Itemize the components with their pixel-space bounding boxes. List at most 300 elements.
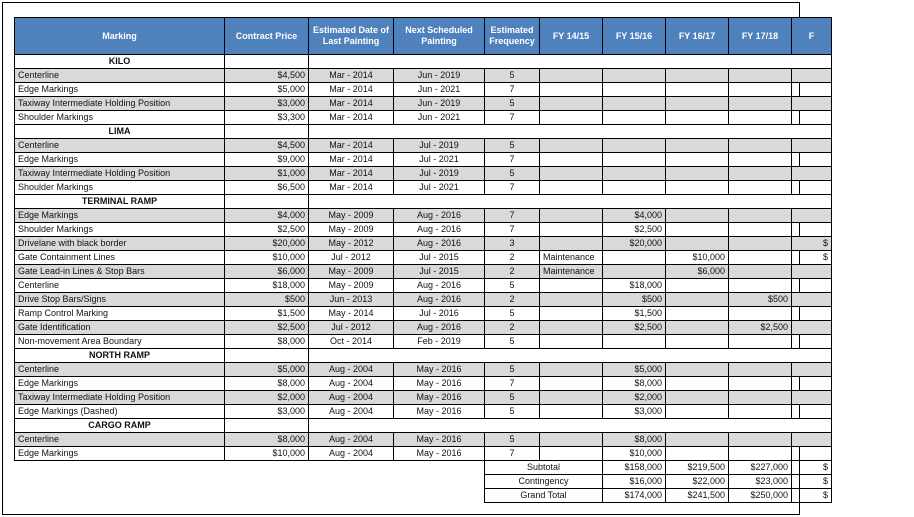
fy-cell — [729, 391, 792, 405]
price-cell: $4,500 — [225, 139, 309, 153]
marking-cell: Shoulder Markings — [15, 181, 225, 195]
last-painting-cell: Mar - 2014 — [309, 153, 394, 167]
summary-value: $227,000 — [729, 461, 792, 475]
marking-cell: Gate Lead-in Lines & Stop Bars — [15, 265, 225, 279]
table-row — [15, 139, 832, 153]
summary-label: Grand Total — [485, 489, 603, 503]
fy-cell — [540, 83, 603, 97]
fy-cell — [792, 139, 832, 153]
table-row — [15, 69, 832, 83]
frequency-cell: 5 — [485, 433, 540, 447]
fy-cell: $18,000 — [603, 279, 666, 293]
fy-cell — [666, 293, 729, 307]
frequency-cell: 7 — [485, 111, 540, 125]
fy-cell — [666, 335, 729, 349]
price-cell: $1,000 — [225, 167, 309, 181]
fy-cell — [603, 251, 666, 265]
fy-cell — [729, 111, 792, 125]
summary-row — [15, 489, 832, 503]
fy-cell — [540, 97, 603, 111]
fy-cell — [603, 97, 666, 111]
fy-cell — [792, 153, 832, 167]
table-row — [15, 153, 832, 167]
fy-cell — [666, 447, 729, 461]
fy-cell — [666, 321, 729, 335]
last-painting-cell: Mar - 2014 — [309, 167, 394, 181]
price-cell: $3,000 — [225, 97, 309, 111]
document-frame — [2, 2, 828, 515]
fy-cell — [666, 209, 729, 223]
table-row — [15, 265, 832, 279]
last-painting-cell: May - 2009 — [309, 265, 394, 279]
next-painting-cell: Jul - 2016 — [394, 307, 485, 321]
price-cell: $20,000 — [225, 237, 309, 251]
last-painting-cell: Oct - 2014 — [309, 335, 394, 349]
frequency-cell: 7 — [485, 181, 540, 195]
summary-value: $ — [792, 461, 832, 475]
fy-cell — [792, 279, 832, 293]
fy-cell — [729, 139, 792, 153]
frequency-cell: 5 — [485, 167, 540, 181]
last-painting-cell: Mar - 2014 — [309, 181, 394, 195]
fy-cell — [792, 167, 832, 181]
next-painting-cell: Aug - 2016 — [394, 237, 485, 251]
summary-value: $ — [792, 489, 832, 503]
fy-cell — [792, 307, 832, 321]
summary-value: $158,000 — [603, 461, 666, 475]
table-row — [15, 447, 832, 461]
fy-cell — [729, 251, 792, 265]
next-painting-cell: May - 2016 — [394, 447, 485, 461]
fy-cell — [540, 153, 603, 167]
fy-cell — [540, 223, 603, 237]
summary-value: $241,500 — [666, 489, 729, 503]
marking-cell: Centerline — [15, 69, 225, 83]
next-painting-cell: Jul - 2021 — [394, 153, 485, 167]
fy-cell — [729, 153, 792, 167]
fy-cell: $8,000 — [603, 377, 666, 391]
frequency-cell: 5 — [485, 279, 540, 293]
table-row — [15, 167, 832, 181]
marking-cell: Drivelane with black border — [15, 237, 225, 251]
section-title: CARGO RAMP — [15, 419, 225, 433]
fy-cell — [729, 279, 792, 293]
table-row — [15, 405, 832, 419]
fy-cell — [792, 335, 832, 349]
header-next-painting: Next Scheduled Painting — [394, 18, 485, 55]
fy-cell — [792, 97, 832, 111]
fy-cell: $1,500 — [603, 307, 666, 321]
fy-cell — [729, 335, 792, 349]
fy-cell — [729, 181, 792, 195]
price-cell: $2,500 — [225, 321, 309, 335]
fy-cell — [540, 237, 603, 251]
marking-cell: Gate Containment Lines — [15, 251, 225, 265]
last-painting-cell: Mar - 2014 — [309, 97, 394, 111]
marking-cell: Edge Markings (Dashed) — [15, 405, 225, 419]
last-painting-cell: May - 2014 — [309, 307, 394, 321]
last-painting-cell: Mar - 2014 — [309, 111, 394, 125]
price-cell: $6,000 — [225, 265, 309, 279]
header-contract-price: Contract Price — [225, 18, 309, 55]
price-cell: $1,500 — [225, 307, 309, 321]
fy-cell — [792, 363, 832, 377]
next-painting-cell: Jul - 2019 — [394, 167, 485, 181]
fy-cell — [792, 265, 832, 279]
last-painting-cell: May - 2012 — [309, 237, 394, 251]
fy-cell — [540, 321, 603, 335]
next-painting-cell: Jul - 2019 — [394, 139, 485, 153]
section-cell — [225, 419, 309, 433]
fy-cell: Maintenance — [540, 251, 603, 265]
section-title: KILO — [15, 55, 225, 69]
frequency-cell: 5 — [485, 97, 540, 111]
header-marking: Marking — [15, 18, 225, 55]
fy-cell — [666, 181, 729, 195]
fy-cell — [603, 69, 666, 83]
price-cell: $8,000 — [225, 335, 309, 349]
fy-cell — [603, 335, 666, 349]
last-painting-cell: May - 2009 — [309, 223, 394, 237]
last-painting-cell: Aug - 2004 — [309, 363, 394, 377]
next-painting-cell: May - 2016 — [394, 377, 485, 391]
summary-spacer — [15, 475, 485, 489]
fy-cell: Maintenance — [540, 265, 603, 279]
fy-cell: $5,000 — [603, 363, 666, 377]
last-painting-cell: May - 2009 — [309, 209, 394, 223]
frequency-cell: 7 — [485, 223, 540, 237]
last-painting-cell: Jul - 2012 — [309, 321, 394, 335]
section-cell — [225, 125, 309, 139]
next-painting-cell: Jul - 2015 — [394, 251, 485, 265]
fy-cell — [540, 69, 603, 83]
frequency-cell: 7 — [485, 447, 540, 461]
header-fy-15-16: FY 15/16 — [603, 18, 666, 55]
fy-cell — [603, 83, 666, 97]
section-title: NORTH RAMP — [15, 349, 225, 363]
fy-cell: $4,000 — [603, 209, 666, 223]
fy-cell: $2,500 — [603, 223, 666, 237]
section-cell — [225, 349, 309, 363]
marking-cell: Edge Markings — [15, 447, 225, 461]
header-fy-14-15: FY 14/15 — [540, 18, 603, 55]
fy-cell — [666, 83, 729, 97]
table-row — [15, 181, 832, 195]
next-painting-cell: May - 2016 — [394, 391, 485, 405]
fy-cell: $500 — [729, 293, 792, 307]
summary-value: $ — [792, 475, 832, 489]
table-row — [15, 251, 832, 265]
header-frequency: Estimated Frequency — [485, 18, 540, 55]
fy-cell — [603, 265, 666, 279]
fy-cell — [666, 223, 729, 237]
last-painting-cell: Aug - 2004 — [309, 405, 394, 419]
marking-cell: Non-movement Area Boundary — [15, 335, 225, 349]
marking-cell: Edge Markings — [15, 377, 225, 391]
marking-cell: Edge Markings — [15, 153, 225, 167]
fy-cell — [666, 391, 729, 405]
table-row — [15, 433, 832, 447]
next-painting-cell: Jul - 2015 — [394, 265, 485, 279]
summary-value: $219,500 — [666, 461, 729, 475]
fy-cell — [729, 433, 792, 447]
spreadsheet — [14, 17, 914, 503]
marking-cell: Taxiway Intermediate Holding Position — [15, 391, 225, 405]
fy-cell — [666, 279, 729, 293]
fy-cell — [792, 69, 832, 83]
next-painting-cell: Aug - 2016 — [394, 321, 485, 335]
summary-value: $250,000 — [729, 489, 792, 503]
summary-label: Contingency — [485, 475, 603, 489]
marking-cell: Ramp Control Marking — [15, 307, 225, 321]
frequency-cell: 5 — [485, 405, 540, 419]
next-painting-cell: Aug - 2016 — [394, 209, 485, 223]
table-row — [15, 97, 832, 111]
price-cell: $18,000 — [225, 279, 309, 293]
section-row — [15, 195, 832, 209]
fy-cell — [729, 223, 792, 237]
fy-cell — [666, 363, 729, 377]
fy-cell — [792, 223, 832, 237]
fy-cell — [603, 167, 666, 181]
next-painting-cell: May - 2016 — [394, 405, 485, 419]
summary-row — [15, 461, 832, 475]
marking-cell: Shoulder Markings — [15, 111, 225, 125]
section-cell — [225, 55, 309, 69]
fy-cell — [540, 111, 603, 125]
header-fy-next: F — [792, 18, 832, 55]
header-fy-16-17: FY 16/17 — [666, 18, 729, 55]
fy-cell: $10,000 — [603, 447, 666, 461]
fy-cell — [729, 69, 792, 83]
section-row — [15, 55, 832, 69]
last-painting-cell: Mar - 2014 — [309, 69, 394, 83]
fy-cell: $10,000 — [666, 251, 729, 265]
header-row — [15, 18, 832, 55]
fy-cell: $6,000 — [666, 265, 729, 279]
fy-cell — [540, 335, 603, 349]
last-painting-cell: May - 2009 — [309, 279, 394, 293]
fy-cell: $ — [792, 237, 832, 251]
fy-cell — [603, 153, 666, 167]
table-row — [15, 321, 832, 335]
fy-cell — [603, 111, 666, 125]
summary-value: $23,000 — [729, 475, 792, 489]
table-row — [15, 279, 832, 293]
price-cell: $4,500 — [225, 69, 309, 83]
marking-cell: Centerline — [15, 139, 225, 153]
marking-cell: Taxiway Intermediate Holding Position — [15, 97, 225, 111]
fy-cell: $2,500 — [729, 321, 792, 335]
next-painting-cell: Jun - 2021 — [394, 111, 485, 125]
last-painting-cell: Aug - 2004 — [309, 391, 394, 405]
frequency-cell: 2 — [485, 251, 540, 265]
price-cell: $5,000 — [225, 83, 309, 97]
marking-cell: Edge Markings — [15, 209, 225, 223]
fy-cell — [603, 139, 666, 153]
fy-cell: $2,000 — [603, 391, 666, 405]
frequency-cell: 7 — [485, 153, 540, 167]
fy-cell — [666, 433, 729, 447]
frequency-cell: 2 — [485, 293, 540, 307]
fy-cell — [666, 111, 729, 125]
fy-cell: $2,500 — [603, 321, 666, 335]
fy-cell — [729, 237, 792, 251]
price-cell: $9,000 — [225, 153, 309, 167]
table-row — [15, 223, 832, 237]
marking-cell: Centerline — [15, 363, 225, 377]
fy-cell: $3,000 — [603, 405, 666, 419]
price-cell: $3,000 — [225, 405, 309, 419]
price-cell: $2,500 — [225, 223, 309, 237]
last-painting-cell: Mar - 2014 — [309, 139, 394, 153]
next-painting-cell: Feb - 2019 — [394, 335, 485, 349]
fy-cell — [666, 405, 729, 419]
summary-value: $16,000 — [603, 475, 666, 489]
price-cell: $2,000 — [225, 391, 309, 405]
next-painting-cell: Jun - 2019 — [394, 97, 485, 111]
section-row — [15, 419, 832, 433]
fy-cell — [729, 307, 792, 321]
section-row — [15, 125, 832, 139]
fy-cell — [540, 391, 603, 405]
next-painting-cell: Jul - 2021 — [394, 181, 485, 195]
fy-cell — [792, 209, 832, 223]
last-painting-cell: Aug - 2004 — [309, 447, 394, 461]
fy-cell — [540, 447, 603, 461]
summary-value: $22,000 — [666, 475, 729, 489]
frequency-cell: 2 — [485, 265, 540, 279]
section-cell — [309, 55, 832, 69]
painting-schedule-table — [14, 17, 832, 503]
summary-row — [15, 475, 832, 489]
marking-cell: Centerline — [15, 279, 225, 293]
header-last-painting: Estimated Date of Last Painting — [309, 18, 394, 55]
section-cell — [309, 125, 832, 139]
fy-cell — [792, 321, 832, 335]
section-cell — [309, 195, 832, 209]
table-row — [15, 111, 832, 125]
fy-cell — [540, 167, 603, 181]
last-painting-cell: Aug - 2004 — [309, 377, 394, 391]
marking-cell: Drive Stop Bars/Signs — [15, 293, 225, 307]
frequency-cell: 7 — [485, 377, 540, 391]
fy-cell — [540, 293, 603, 307]
fy-cell — [666, 97, 729, 111]
frequency-cell: 5 — [485, 69, 540, 83]
table-row — [15, 377, 832, 391]
table-row — [15, 293, 832, 307]
table-row — [15, 363, 832, 377]
table-row — [15, 209, 832, 223]
fy-cell — [729, 405, 792, 419]
section-title: TERMINAL RAMP — [15, 195, 225, 209]
fy-cell — [729, 447, 792, 461]
fy-cell — [792, 181, 832, 195]
table-row — [15, 391, 832, 405]
frequency-cell: 7 — [485, 209, 540, 223]
fy-cell — [666, 237, 729, 251]
frequency-cell: 7 — [485, 83, 540, 97]
last-painting-cell: Aug - 2004 — [309, 433, 394, 447]
fy-cell — [729, 97, 792, 111]
frequency-cell: 5 — [485, 335, 540, 349]
price-cell: $4,000 — [225, 209, 309, 223]
next-painting-cell: Jun - 2021 — [394, 83, 485, 97]
table-row — [15, 83, 832, 97]
fy-cell: $500 — [603, 293, 666, 307]
fy-cell — [603, 181, 666, 195]
fy-cell — [666, 139, 729, 153]
section-title: LIMA — [15, 125, 225, 139]
fy-cell — [729, 377, 792, 391]
fy-cell — [540, 307, 603, 321]
next-painting-cell: May - 2016 — [394, 433, 485, 447]
price-cell: $6,500 — [225, 181, 309, 195]
last-painting-cell: Jul - 2012 — [309, 251, 394, 265]
fy-cell — [792, 433, 832, 447]
fy-cell — [729, 209, 792, 223]
frequency-cell: 2 — [485, 321, 540, 335]
section-row — [15, 349, 832, 363]
fy-cell: $8,000 — [603, 433, 666, 447]
fy-cell — [540, 405, 603, 419]
fy-cell — [666, 377, 729, 391]
fy-cell — [540, 209, 603, 223]
frequency-cell: 3 — [485, 237, 540, 251]
fy-cell — [729, 265, 792, 279]
fy-cell — [540, 433, 603, 447]
fy-cell — [666, 307, 729, 321]
fy-cell — [540, 363, 603, 377]
summary-value: $174,000 — [603, 489, 666, 503]
price-cell: $5,000 — [225, 363, 309, 377]
last-painting-cell: Jun - 2013 — [309, 293, 394, 307]
fy-cell — [792, 377, 832, 391]
price-cell: $3,300 — [225, 111, 309, 125]
frequency-cell: 5 — [485, 363, 540, 377]
fy-cell — [540, 279, 603, 293]
fy-cell — [540, 377, 603, 391]
marking-cell: Centerline — [15, 433, 225, 447]
summary-spacer — [15, 489, 485, 503]
fy-cell — [792, 447, 832, 461]
marking-cell: Shoulder Markings — [15, 223, 225, 237]
last-painting-cell: Mar - 2014 — [309, 83, 394, 97]
section-cell — [309, 419, 832, 433]
fy-cell — [729, 167, 792, 181]
next-painting-cell: Jun - 2019 — [394, 69, 485, 83]
frequency-cell: 5 — [485, 139, 540, 153]
table-row — [15, 237, 832, 251]
fy-cell — [666, 167, 729, 181]
next-painting-cell: Aug - 2016 — [394, 223, 485, 237]
marking-cell: Taxiway Intermediate Holding Position — [15, 167, 225, 181]
table-row — [15, 307, 832, 321]
fy-cell: $20,000 — [603, 237, 666, 251]
table-row — [15, 335, 832, 349]
frequency-cell: 5 — [485, 391, 540, 405]
marking-cell: Edge Markings — [15, 83, 225, 97]
fy-cell — [792, 391, 832, 405]
fy-cell — [540, 139, 603, 153]
frequency-cell: 5 — [485, 307, 540, 321]
price-cell: $10,000 — [225, 447, 309, 461]
price-cell: $500 — [225, 293, 309, 307]
next-painting-cell: Aug - 2016 — [394, 279, 485, 293]
fy-cell — [792, 83, 832, 97]
price-cell: $8,000 — [225, 433, 309, 447]
